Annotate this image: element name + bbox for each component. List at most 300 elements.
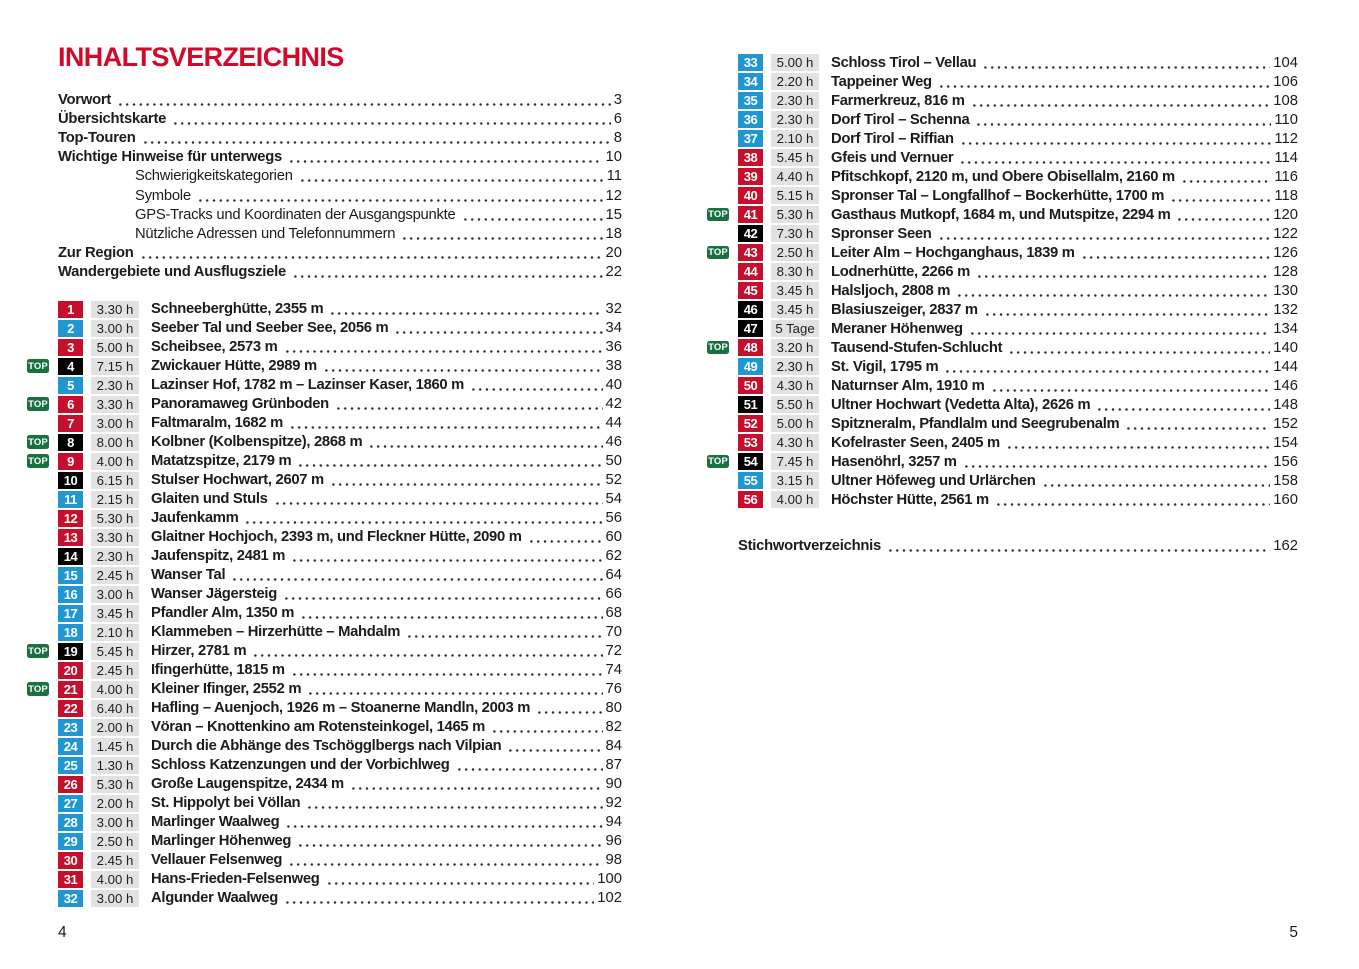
tour-number-badge: 2	[58, 320, 83, 337]
tour-name: Spronser Seen	[831, 225, 932, 242]
tour-row	[58, 585, 622, 604]
tour-name: Vellauer Felsenweg	[151, 852, 283, 869]
tour-page-number: 36	[605, 339, 622, 356]
tour-duration: 5.45 h	[91, 643, 139, 660]
front-matter-page-number: 11	[606, 168, 622, 185]
tour-duration: 3.00 h	[91, 890, 139, 907]
tour-duration: 3.00 h	[91, 586, 139, 603]
tour-name: Schloss Tirol – Vellau	[831, 54, 977, 71]
tour-row	[738, 471, 1298, 490]
tour-page-number: 144	[1273, 358, 1298, 375]
tour-name: Faltmaralm, 1682 m	[151, 415, 283, 432]
front-matter-row	[58, 90, 622, 109]
front-matter-page-number: 10	[605, 149, 622, 166]
tour-duration: 2.30 h	[771, 111, 819, 128]
tour-number-badge: 13	[58, 529, 83, 546]
tour-row	[58, 775, 622, 794]
tour-row	[738, 110, 1298, 129]
tour-page-number: 50	[605, 453, 622, 470]
tour-name: Kolbner (Kolbenspitze), 2868 m	[151, 434, 363, 451]
tour-number-badge: 38	[738, 149, 763, 166]
dot-leader	[490, 718, 603, 737]
tour-row	[28, 452, 622, 471]
tour-page-number: 154	[1273, 434, 1298, 451]
tour-number-badge: 39	[738, 168, 763, 185]
tour-row	[58, 528, 622, 547]
tour-name: Halsljoch, 2808 m	[831, 282, 951, 299]
tour-number-badge: 31	[58, 871, 83, 888]
tour-name: Tappeiner Weg	[831, 73, 932, 90]
tour-page-number: 120	[1273, 206, 1298, 223]
tour-page-number: 44	[605, 415, 622, 432]
tour-duration: 8.30 h	[771, 263, 819, 280]
dot-leader	[296, 452, 602, 471]
tour-page-number: 100	[597, 871, 622, 888]
dot-leader	[306, 680, 602, 699]
tour-number-badge: 50	[738, 377, 763, 394]
tour-number-badge: 49	[738, 358, 763, 375]
tour-number-badge: 30	[58, 852, 83, 869]
dot-leader	[273, 490, 603, 509]
tour-number-badge: 24	[58, 738, 83, 755]
tour-page-number: 134	[1273, 320, 1298, 337]
folio-right: 5	[1289, 924, 1298, 941]
front-matter-row	[58, 148, 622, 167]
tour-page-number: 102	[597, 890, 622, 907]
dot-leader	[535, 699, 602, 718]
tour-page-number: 104	[1273, 54, 1298, 71]
top-tour-badge: TOP	[28, 683, 48, 695]
tour-list-right	[708, 53, 1298, 509]
tour-row	[58, 756, 622, 775]
index-label: Stichwortverzeichnis	[738, 537, 882, 554]
tour-page-number: 76	[605, 681, 622, 698]
tour-duration: 4.40 h	[771, 168, 819, 185]
tour-name: Pfitschkopf, 2120 m, und Obere Obisellalm, 2160 m	[831, 168, 1175, 185]
tour-duration: 3.00 h	[91, 814, 139, 831]
front-matter-row	[58, 224, 622, 243]
tour-page-number: 82	[605, 719, 622, 736]
tour-number-badge: 22	[58, 700, 83, 717]
front-matter-label: Nützliche Adressen und Telefonnummern	[135, 225, 396, 242]
tour-duration: 2.00 h	[91, 795, 139, 812]
front-matter-label: Wandergebiete und Ausflugsziele	[58, 264, 286, 281]
tour-row	[28, 680, 622, 699]
tour-duration: 2.30 h	[91, 548, 139, 565]
tour-name: Wanser Jägersteig	[151, 586, 277, 603]
tour-duration: 1.45 h	[91, 738, 139, 755]
tour-duration: 7.45 h	[771, 453, 819, 470]
index-entry	[738, 536, 1298, 555]
tour-row	[58, 661, 622, 680]
front-matter-page-number: 20	[605, 245, 622, 262]
front-matter-label: Schwierigkeitskategorien	[135, 168, 293, 185]
tour-row	[58, 509, 622, 528]
front-matter-label: Symbole	[135, 187, 191, 204]
tour-number-badge: 34	[738, 73, 763, 90]
tour-name: Große Laugenspitze, 2434 m	[151, 776, 344, 793]
tour-duration: 2.50 h	[91, 833, 139, 850]
tour-page-number: 110	[1274, 111, 1298, 128]
tour-duration: 5.00 h	[771, 415, 819, 432]
tour-name: Leiter Alm – Hochganghaus, 1839 m	[831, 244, 1075, 261]
dot-leader	[230, 566, 602, 585]
tour-row	[738, 129, 1298, 148]
tour-row	[738, 414, 1298, 433]
tour-row	[58, 832, 622, 851]
dot-leader	[322, 357, 603, 376]
dot-leader	[393, 319, 602, 338]
tour-duration: 2.30 h	[771, 358, 819, 375]
tour-row	[58, 699, 622, 718]
dot-leader	[291, 263, 603, 282]
tour-page-number: 66	[605, 586, 622, 603]
dot-leader	[469, 376, 603, 395]
tour-duration: 2.10 h	[771, 130, 819, 147]
tour-duration: 5.45 h	[771, 149, 819, 166]
tour-name: Marlinger Waalweg	[151, 814, 280, 831]
tour-page-number: 130	[1273, 282, 1298, 299]
tour-name: Farmerkreuz, 816 m	[831, 92, 965, 109]
tour-name: Scheibsee, 2573 m	[151, 339, 278, 356]
tour-number-badge: 44	[738, 263, 763, 280]
tour-page-number: 34	[605, 320, 622, 337]
tour-row	[738, 395, 1298, 414]
tour-number-badge: 27	[58, 795, 83, 812]
tour-duration: 2.30 h	[91, 377, 139, 394]
tour-number-badge: 15	[58, 567, 83, 584]
top-tour-badge: TOP	[28, 645, 48, 657]
tour-duration: 5.00 h	[91, 339, 139, 356]
tour-duration: 3.15 h	[771, 472, 819, 489]
tour-duration: 4.00 h	[91, 453, 139, 470]
dot-leader	[196, 186, 603, 205]
tour-page-number: 42	[605, 396, 622, 413]
dot-leader	[139, 244, 603, 263]
tour-row	[58, 794, 622, 813]
tour-page-number: 156	[1273, 453, 1298, 470]
dot-leader	[506, 737, 602, 756]
tour-duration: 6.15 h	[91, 472, 139, 489]
tour-page-number: 56	[605, 510, 622, 527]
tour-name: Klammeben – Hirzerhütte – Mahdalm	[151, 624, 401, 641]
tour-name: Höchster Hütte, 2561 m	[831, 491, 989, 508]
dot-leader	[349, 775, 603, 794]
front-matter-row	[58, 244, 622, 263]
tour-name: Jaufenkamm	[151, 510, 239, 527]
tour-name: Panoramaweg Grünboden	[151, 396, 329, 413]
dot-leader	[455, 756, 603, 775]
dot-leader	[1095, 395, 1270, 414]
tour-name: Glaiten und Stuls	[151, 491, 268, 508]
tour-page-number: 32	[605, 301, 622, 318]
dot-leader	[983, 300, 1271, 319]
dot-leader	[962, 452, 1271, 471]
dot-leader	[329, 471, 603, 490]
tour-row	[738, 300, 1298, 319]
tour-name: Gfeis und Vernuer	[831, 149, 954, 166]
folio-left: 4	[58, 924, 67, 941]
top-tour-badge: TOP	[28, 398, 48, 410]
tour-page-number: 158	[1273, 472, 1298, 489]
dot-leader	[1175, 205, 1270, 224]
front-matter-label: Wichtige Hinweise für unterwegs	[58, 149, 282, 166]
tour-number-badge: 19	[58, 643, 83, 660]
tour-number-badge: 35	[738, 92, 763, 109]
tour-name: Seeber Tal und Seeber See, 2056 m	[151, 320, 389, 337]
tour-duration: 7.15 h	[91, 358, 139, 375]
dot-leader	[943, 357, 1270, 376]
dot-leader	[886, 536, 1270, 555]
tour-page-number: 122	[1273, 225, 1298, 242]
tour-page-number: 152	[1273, 415, 1298, 432]
tour-number-badge: 11	[58, 491, 83, 508]
tour-name: Matatzspitze, 2179 m	[151, 453, 292, 470]
tour-name: Blasiuszeiger, 2837 m	[831, 301, 978, 318]
front-matter-page-number: 15	[605, 206, 622, 223]
tour-number-badge: 41	[738, 206, 763, 223]
dot-leader	[298, 167, 604, 186]
tour-duration: 2.45 h	[91, 662, 139, 679]
tour-page-number: 118	[1274, 187, 1298, 204]
tour-page-number: 106	[1273, 73, 1298, 90]
tour-name: Durch die Abhänge des Tschögglbergs nach Vilpian	[151, 738, 502, 755]
dot-leader	[305, 794, 602, 813]
tour-name: Glaitner Hochjoch, 2393 m, und Fleckner Hütte, 2090 m	[151, 529, 522, 546]
tour-page-number: 112	[1274, 130, 1298, 147]
tour-name: Naturnser Alm, 1910 m	[831, 377, 985, 394]
tour-name: Lazinser Hof, 1782 m – Lazinser Kaser, 1860 m	[151, 377, 465, 394]
tour-name: Wanser Tal	[151, 567, 226, 584]
tour-number-badge: 17	[58, 605, 83, 622]
tour-number-badge: 16	[58, 586, 83, 603]
tour-row	[58, 737, 622, 756]
tour-name: Ultner Höfeweg und Urlärchen	[831, 472, 1036, 489]
dot-leader	[299, 604, 602, 623]
tour-duration: 5.30 h	[771, 206, 819, 223]
tour-row	[58, 547, 622, 566]
tour-page-number: 140	[1273, 339, 1298, 356]
tour-duration: 2.20 h	[771, 73, 819, 90]
dot-leader	[958, 148, 1271, 167]
tour-duration: 2.30 h	[771, 92, 819, 109]
tour-number-badge: 28	[58, 814, 83, 831]
tour-page-number: 116	[1274, 168, 1298, 185]
tour-row	[58, 889, 622, 908]
tour-number-badge: 23	[58, 719, 83, 736]
tour-duration: 2.50 h	[771, 244, 819, 261]
tour-name: Dorf Tirol – Schenna	[831, 111, 970, 128]
tour-name: St. Vigil, 1795 m	[831, 358, 939, 375]
dot-leader	[1169, 186, 1271, 205]
front-matter-label: Vorwort	[58, 91, 112, 108]
tour-row	[58, 851, 622, 870]
tour-row	[708, 338, 1298, 357]
tour-name: Spronser Tal – Longfallhof – Bockerhütte, 1700 m	[831, 187, 1165, 204]
tour-number-badge: 3	[58, 339, 83, 356]
tour-row	[58, 566, 622, 585]
tour-row	[738, 186, 1298, 205]
dot-leader	[282, 585, 603, 604]
tour-row	[58, 813, 622, 832]
tour-number-badge: 51	[738, 396, 763, 413]
top-tour-badge: TOP	[708, 341, 728, 353]
tour-name: Hafling – Auenjoch, 1926 m – Stoanerne Mandln, 2003 m	[151, 700, 531, 717]
dot-leader	[1124, 414, 1270, 433]
tour-number-badge: 9	[58, 453, 83, 470]
tour-number-badge: 1	[58, 301, 83, 318]
dot-leader	[975, 262, 1270, 281]
tour-page-number: 94	[605, 814, 622, 831]
tour-name: Tausend-Stufen-Schlucht	[831, 339, 1003, 356]
tour-duration: 2.00 h	[91, 719, 139, 736]
front-matter-label: Zur Region	[58, 245, 134, 262]
tour-name: Zwickauer Hütte, 2989 m	[151, 358, 317, 375]
dot-leader	[334, 395, 603, 414]
index-page-number: 162	[1273, 537, 1298, 554]
tour-row	[28, 642, 622, 661]
tour-name: Schloss Katzenzungen und der Vorbichlweg	[151, 757, 450, 774]
tour-name: Ifingerhütte, 1815 m	[151, 662, 285, 679]
dot-leader	[287, 148, 603, 167]
tour-page-number: 146	[1273, 377, 1298, 394]
tour-number-badge: 42	[738, 225, 763, 242]
dot-leader	[955, 281, 1270, 300]
front-matter-row	[58, 109, 622, 128]
tour-name: Hans-Frieden-Felsenweg	[151, 871, 320, 888]
tour-row	[58, 870, 622, 889]
dot-leader	[974, 110, 1271, 129]
tour-duration: 5.30 h	[91, 776, 139, 793]
dot-leader	[288, 414, 603, 433]
tour-number-badge: 56	[738, 491, 763, 508]
tour-row	[58, 300, 622, 319]
top-tour-badge: TOP	[708, 208, 728, 220]
front-matter-page-number: 6	[613, 110, 622, 127]
dot-leader	[990, 376, 1271, 395]
tour-number-badge: 7	[58, 415, 83, 432]
dot-leader	[461, 205, 603, 224]
tour-row	[58, 338, 622, 357]
tour-row	[738, 148, 1298, 167]
tour-page-number: 72	[605, 643, 622, 660]
tour-row	[708, 452, 1298, 471]
tour-duration: 3.20 h	[771, 339, 819, 356]
tour-page-number: 64	[605, 567, 622, 584]
tour-duration: 2.10 h	[91, 624, 139, 641]
tour-number-badge: 33	[738, 54, 763, 71]
tour-row	[738, 490, 1298, 509]
tour-row	[58, 490, 622, 509]
tour-duration: 4.00 h	[771, 491, 819, 508]
front-matter-label: GPS-Tracks und Koordinaten der Ausgangspunkte	[135, 206, 456, 223]
dot-leader	[1180, 167, 1272, 186]
tour-row	[58, 623, 622, 642]
tour-duration: 5.00 h	[771, 54, 819, 71]
tour-duration: 3.00 h	[91, 320, 139, 337]
tour-page-number: 46	[605, 434, 622, 451]
tour-name: Marlinger Höhenweg	[151, 833, 292, 850]
tour-row	[738, 281, 1298, 300]
tour-page-number: 160	[1273, 491, 1298, 508]
tour-row	[708, 205, 1298, 224]
tour-name: Jaufenspitz, 2481 m	[151, 548, 286, 565]
tour-number-badge: 45	[738, 282, 763, 299]
tour-number-badge: 52	[738, 415, 763, 432]
tour-name: Kleiner Ifinger, 2552 m	[151, 681, 302, 698]
left-page-column	[28, 42, 622, 908]
tour-duration: 4.30 h	[771, 434, 819, 451]
dot-leader	[970, 91, 1271, 110]
tour-duration: 5.30 h	[91, 510, 139, 527]
tour-number-badge: 26	[58, 776, 83, 793]
tour-page-number: 114	[1274, 149, 1298, 166]
front-matter-row	[58, 128, 622, 147]
tour-page-number: 84	[605, 738, 622, 755]
tour-row	[708, 243, 1298, 262]
tour-name: Lodnerhütte, 2266 m	[831, 263, 971, 280]
dot-leader	[116, 90, 611, 109]
dot-leader	[1005, 433, 1270, 452]
tour-duration: 5.50 h	[771, 396, 819, 413]
tour-number-badge: 12	[58, 510, 83, 527]
dot-leader	[994, 490, 1270, 509]
dot-leader	[1007, 338, 1270, 357]
front-matter-row	[58, 205, 622, 224]
dot-leader	[325, 870, 595, 889]
tour-list-left	[28, 300, 622, 908]
page-title: INHALTSVERZEICHNIS	[58, 42, 344, 72]
tour-row	[738, 357, 1298, 376]
dot-leader	[296, 832, 602, 851]
tour-duration: 1.30 h	[91, 757, 139, 774]
tour-name: Stulser Hochwart, 2607 m	[151, 472, 324, 489]
tour-page-number: 92	[605, 795, 622, 812]
tour-page-number: 126	[1273, 244, 1298, 261]
tour-page-number: 108	[1273, 92, 1298, 109]
tour-page-number: 132	[1273, 301, 1298, 318]
tour-page-number: 128	[1273, 263, 1298, 280]
tour-number-badge: 5	[58, 377, 83, 394]
tour-number-badge: 29	[58, 833, 83, 850]
tour-name: Spitzneralm, Pfandlalm und Seegrubenalm	[831, 415, 1120, 432]
front-matter-page-number: 8	[613, 129, 622, 146]
tour-name: Gasthaus Mutkopf, 1684 m, und Mutspitze, 2294 m	[831, 206, 1171, 223]
dot-leader	[405, 623, 602, 642]
tour-name: Vöran – Knottenkino am Rotensteinkogel, 1465 m	[151, 719, 486, 736]
tour-row	[58, 414, 622, 433]
tour-row	[738, 53, 1298, 72]
tour-row	[58, 718, 622, 737]
dot-leader	[141, 128, 611, 147]
tour-duration: 4.30 h	[771, 377, 819, 394]
tour-row	[738, 167, 1298, 186]
tour-duration: 3.45 h	[771, 282, 819, 299]
tour-number-badge: 8	[58, 434, 83, 451]
dot-leader	[400, 224, 602, 243]
dot-leader	[243, 509, 602, 528]
tour-page-number: 96	[605, 833, 622, 850]
tour-duration: 2.45 h	[91, 852, 139, 869]
tour-name: St. Hippolyt bei Völlan	[151, 795, 301, 812]
front-matter-page-number: 22	[605, 264, 622, 281]
tour-row	[28, 433, 622, 452]
dot-leader	[981, 53, 1270, 72]
tour-page-number: 40	[605, 377, 622, 394]
tour-name: Ultner Hochwart (Vedetta Alta), 2626 m	[831, 396, 1091, 413]
tour-number-badge: 20	[58, 662, 83, 679]
tour-page-number: 80	[605, 700, 622, 717]
